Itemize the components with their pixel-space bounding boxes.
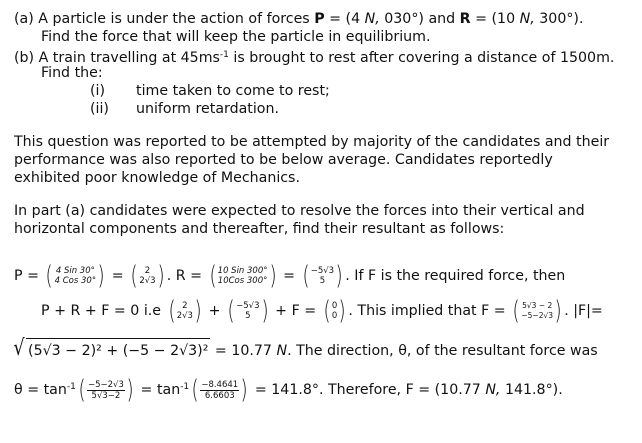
plus-f: + F = (270, 303, 321, 319)
item-number: (i) (90, 83, 106, 99)
final-angle: 141.8°). (500, 382, 563, 398)
r-value-matrix: ( −5√3 5 ) (302, 261, 343, 291)
force-p-angle: 030°) and (379, 11, 456, 27)
line2-mid: . This implied that F = (348, 303, 511, 319)
p-component-matrix: ( 4 Sin 30° 4 Cos 30° ) (45, 261, 105, 291)
matrix-cell: −5√3 (236, 301, 260, 311)
question-b-text-tail: is brought to rest after covering a distance of 1500m. (228, 50, 615, 66)
report-para1-line3: exhibited poor knowledge of Mechanics. (14, 170, 300, 186)
p-equals: P = (14, 268, 44, 284)
unit-newton: N, (364, 11, 380, 27)
question-a-text: A particle is under the action of forces (38, 11, 310, 27)
question-b-item-i (90, 82, 330, 100)
angle-result: = 141.8°. Therefore, F = (10.77 (250, 382, 481, 398)
report-para1-line2: performance was also reported to be below average. Candidates reportedly (14, 152, 553, 168)
matrix-cell: −5−2√3 (521, 311, 554, 320)
report-para2-line2: horizontal components and thereafter, find their resultant as follows: (14, 221, 505, 237)
fraction-denominator: 5√3−2 (91, 390, 121, 401)
unit-newton: N, (519, 11, 535, 27)
matrix-cell: −5√3 (310, 266, 335, 276)
question-a-line1 (14, 10, 583, 28)
p-value-matrix: ( 2 2√3 ) (130, 261, 165, 291)
question-b-find: Find the: (41, 65, 103, 81)
sqrt-expression: (5√3 − 2)² + (−5 − 2√3)² (26, 338, 210, 363)
math-line2 (41, 297, 603, 325)
report-para1-line1: This question was reported to be attempted by majority of the candidates and their (14, 134, 610, 150)
fraction-denominator: 6.6603 (204, 390, 235, 401)
math-line1 (14, 262, 565, 290)
plus: + (204, 303, 225, 319)
magnitude-label: . |F|= (564, 303, 603, 319)
r-equals: . R = (166, 268, 207, 284)
r-value-matrix: ( −5√3 5 ) (227, 296, 269, 326)
item-text: time taken to come to rest; (136, 83, 330, 99)
item-text: uniform retardation. (136, 101, 279, 117)
magnitude-value: = 10.77 (210, 343, 272, 359)
matrix-cell: 5 (319, 276, 326, 286)
matrix-cell: 10 Sin 300° (217, 266, 268, 276)
matrix-cell: 2√3 (139, 276, 156, 286)
math-line3 (12, 338, 598, 363)
tan-eq: = tan (136, 382, 181, 398)
matrix-cell: 2√3 (176, 311, 193, 321)
tan-fraction-2: ( $\frac{-8.4641}{6.6603}$ ) (191, 375, 248, 405)
item-number: (ii) (90, 101, 109, 117)
superscript: -1 (66, 382, 76, 392)
tan-fraction-1: ( $\frac{-5-2√3}{5√3-2}$ ) (78, 375, 134, 405)
question-b-line1 (14, 46, 614, 67)
matrix-cell: 2 (182, 301, 188, 311)
unit-newton: N (276, 343, 288, 359)
question-b-item-ii (90, 100, 279, 118)
math-line4 (14, 372, 563, 405)
unit-newton: N, (485, 382, 501, 398)
matrix-cell: 5 (245, 311, 251, 321)
force-p-symbol: P (314, 11, 325, 27)
report-para2-line1: In part (a) candidates were expected to resolve the forces into their vertical and (14, 203, 585, 219)
zero-matrix: ( 0 0 ) (323, 296, 346, 326)
matrix-cell: 4 Sin 30° (55, 266, 95, 276)
fraction-numerator: −5−2√3 (87, 379, 124, 390)
p-value-matrix: ( 2 2√3 ) (168, 296, 202, 326)
matrix-cell: 0 (331, 311, 338, 321)
f-value-matrix: ( 5√3 − 2 −5−2√3 ) (512, 296, 562, 326)
r-component-matrix: ( 10 Sin 300° 10Cos 300° ) (209, 261, 277, 291)
matrix-cell: 5√3 − 2 (522, 301, 553, 310)
equals: = (278, 268, 300, 284)
question-a-line2: Find the force that will keep the particle in equilibrium. (41, 29, 431, 45)
question-b-text: A train travelling at 45ms (38, 50, 220, 66)
superscript: -1 (180, 382, 190, 392)
question-a-label: (a) (14, 11, 34, 27)
matrix-cell: 4 Cos 30° (54, 276, 97, 286)
direction-text: . The direction, θ, of the resultant force was (287, 343, 598, 359)
force-r-angle: 300°). (534, 11, 584, 27)
question-b-label: (b) (14, 50, 35, 66)
matrix-cell: 0 (331, 301, 338, 311)
equilibrium-eq: P + R + F = 0 i.e (41, 303, 162, 319)
matrix-cell: 2 (144, 266, 151, 276)
force-r-symbol: R (459, 11, 471, 27)
equals: = (107, 268, 129, 284)
force-r-eq: = (10 (470, 11, 516, 27)
fraction-numerator: −8.4641 (201, 379, 239, 390)
superscript: -1 (219, 50, 229, 60)
sqrt-symbol: √ (13, 336, 25, 361)
force-p-eq: = (4 (324, 11, 361, 27)
matrix-cell: 10Cos 300° (217, 276, 268, 286)
line1-tail: . If F is the required force, then (345, 268, 566, 284)
theta-tan: θ = tan (14, 382, 67, 398)
